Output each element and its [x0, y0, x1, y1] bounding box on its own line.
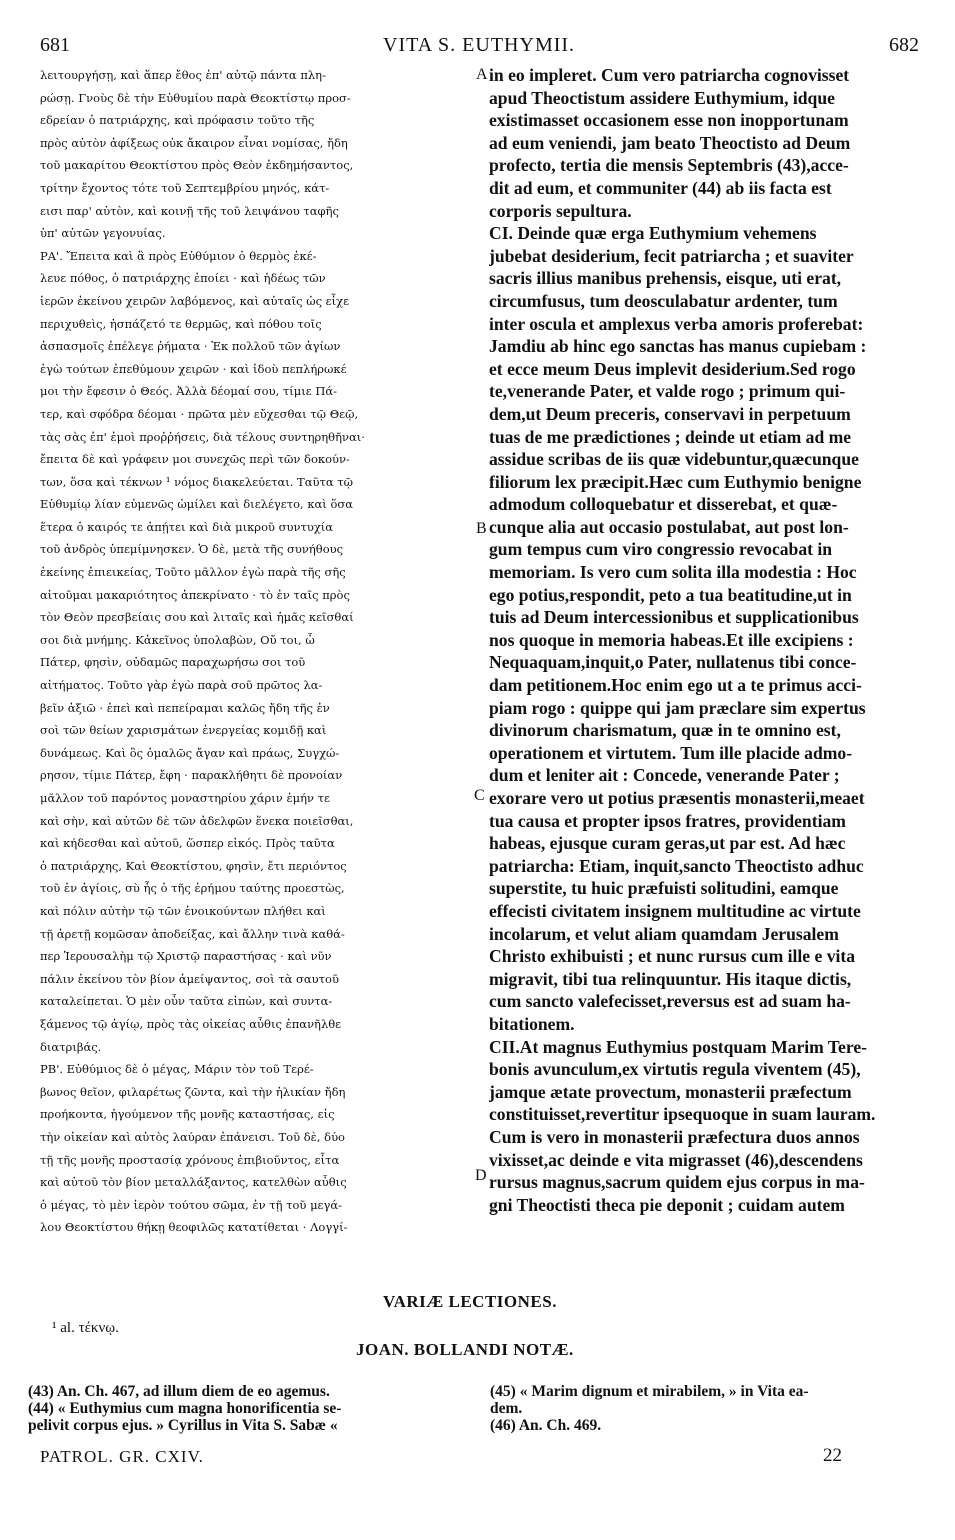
notes-right: [490, 1383, 922, 1434]
greek-text-line: λου Θεοκτίστου θήκῃ θεοφιλῶς κατατίθεται · Λογγί-: [40, 1220, 348, 1235]
greek-text-line: ἐκείνης ἐπιεικείας, Τοῦτο μᾶλλον ἐγὼ παρὰ τῆς σῆς: [40, 565, 346, 580]
latin-text-line: corporis sepultura.: [489, 200, 632, 221]
greek-text-line: ρώσῃ. Γνοὺς δὲ τὴν Εὐθυμίου παρὰ Θεοκτίστῳ προσ-: [40, 90, 351, 105]
greek-text-line: ἀσπασμοῖς ἐπέλεγε ῥήματα · Ἐκ πολλοῦ τῶν ἁγίων: [40, 339, 341, 354]
latin-text-line: constituisset,revertitur ipsequoque in suam lauram.: [489, 1104, 876, 1125]
greek-text-line: τὰς σὰς ἐπ' ἐμοὶ προῤῥήσεις, διὰ τέλους συντηρηθῆναι·: [40, 429, 365, 444]
greek-text-line: λειτουργήσῃ, καὶ ἅπερ ἔθος ἐπ' αὐτῷ πάντα πλη-: [40, 68, 326, 82]
latin-text-line: tua causa et propter ipsos fratres, providentiam: [489, 810, 846, 831]
latin-text-line: assidue scribas de iis quæ videbuntur,quæcunque: [489, 449, 859, 470]
greek-text-line: περ Ἱερουσαλὴμ τῷ Χριστῷ παραστήσας · καὶ νῦν: [40, 949, 332, 964]
latin-text-line: memoriam. Is vero cum solita illa modestia : Hoc: [489, 562, 857, 583]
latin-text-line: te,venerande Pater, et valde rogo ; primum qui-: [489, 381, 846, 402]
latin-text-line: circumfusus, tum deosculabatur ardenter, tum: [489, 290, 838, 311]
greek-text-line: ὑπ' αὐτῶν γεγονυίας.: [40, 226, 166, 241]
latin-text-line: CI. Deinde quæ erga Euthymium vehemens: [489, 223, 817, 244]
greek-text-line: μοι τὴν ἔφεσιν ὁ Θεός. Ἀλλὰ δέομαί σου, τίμιε Πά-: [40, 384, 338, 399]
latin-text-line: superstite, tu huic præfuisti solitudini, eamque: [489, 878, 839, 899]
greek-text-line: ὁ πατριάρχης, Καὶ Θεοκτίστου, φησὶν, ἔτι περιόντος: [40, 858, 347, 873]
greek-text-line: τὸν Θεὸν πρεσβείαις σου καὶ λιταῖς καὶ ἡμᾶς κεῖσθαί: [40, 610, 354, 625]
greek-text-line: προήκοντα, ἡγούμενον τῆς μονῆς καταστήσας, εἰς: [40, 1107, 335, 1122]
latin-text-line: jamque ætate provectum, monasterii præfectum: [489, 1081, 852, 1102]
margin-marker-b: B: [476, 520, 487, 537]
latin-text-line: in eo impleret. Cum vero patriarcha cognovisset: [489, 65, 850, 85]
note-line: pelivit corpus ejus. » Cyrillus in Vita S. Sabæ «: [28, 1417, 338, 1434]
greek-text-line: των, ὅσα καὶ τέκνων ¹ νόμος διακελεύεται. Ταῦτα τῷ: [40, 474, 353, 489]
greek-text-line: ΡΑ'. Ἔπειτα καὶ ἃ πρὸς Εὐθύμιον ὁ θερμὸς ἐκέ-: [40, 248, 317, 263]
greek-text-line: ΡΒ'. Εὐθύμιος δὲ ὁ μέγας, Μάριν τὸν τοῦ Τερέ-: [40, 1062, 314, 1077]
latin-text-line: nos quoque in memoria habeas.Et ille excipiens :: [489, 629, 854, 650]
greek-text-line: καὶ πόλιν αὐτὴν τῷ τῶν ἐνοικούντων πλήθει καὶ: [40, 903, 326, 918]
latin-text-line: exorare vero ut potius præsentis monasterii,meaet: [489, 788, 865, 808]
latin-text-line: Nequaquam,inquit,o Pater, nullatenus tibi conce-: [489, 652, 857, 673]
greek-text-line: σοὶ τῶν θείων χαρισμάτων ἐνεργείας κομιδῇ καὶ: [40, 723, 327, 738]
latin-text-line: apud Theoctistum assidere Euthymium, idque: [489, 87, 835, 108]
latin-text-line: incolarum, et velut aliam quamdam Jerusalem: [489, 923, 839, 944]
page-number-right: 682: [889, 34, 919, 56]
latin-text-line: jubebat desiderium, fecit patriarcha ; et suaviter: [489, 245, 854, 266]
greek-text-line: ξάμενος τῷ ἁγίῳ, πρὸς τὰς οἰκείας αὖθις ἐπανῆλθε: [40, 1016, 342, 1031]
latin-text-line: Christo exhibuisti ; et nunc rursus cum ille e vita: [489, 946, 856, 967]
greek-text-line: καὶ κήδεσθαι καὶ αὐτοῦ, ὥσπερ εἰκός. Πρὸς ταῦτα: [40, 836, 335, 851]
greek-text-line: εδρείαν ὁ πατριάρχης, καὶ πρόφασιν τοῦτο τῆς: [40, 113, 315, 128]
latin-text-line: patriarcha: Etiam, inquit,sancto Theoctisto adhuc: [489, 855, 864, 876]
latin-text-line: cum sancto valefecisset,reversus est ad suam ha-: [489, 991, 851, 1012]
latin-text-line: migravit, tibi tua relinquuntur. His itaque dictis,: [489, 968, 852, 989]
greek-text-line: σοι διὰ μνήμης. Κἀκεῖνος ὑπολαβὼν, Οὔ τοι, ὦ: [40, 632, 315, 647]
greek-text-line: αἰτήματος. Τοῦτο γὰρ ἐγὼ παρὰ σοῦ πρῶτος λα-: [40, 678, 323, 693]
note-line: dem.: [490, 1400, 523, 1417]
latin-text-line: et ecce meum Deus implevit desiderium.Sed rogo: [489, 358, 856, 379]
note-line: (45) « Marim dignum et mirabilem, » in Vita ea-: [490, 1383, 809, 1400]
greek-text-line: λευε πόθος, ὁ πατριάρχης ἐποίει · καὶ ἡδέως τῶν: [40, 271, 326, 286]
greek-text-line: τὴν οἰκείαν καὶ αὐτὸς λαύραν ἐπάνεισι. Τοῦ δὲ, δύο: [40, 1129, 345, 1144]
latin-text-line: profecto, tertia die mensis Septembris (43),acce-: [489, 155, 849, 176]
signature-mark: 22: [823, 1445, 842, 1466]
greek-text-line: πρὸς αὐτὸν ἀφίξεως οὐκ ἄκαιρον εἶναι νομίσας, ἤδη: [40, 135, 348, 150]
greek-text-line: πάλιν ἐκείνου τὸν βίον ἀμείψαντος, σοὶ τὰ σαυτοῦ: [40, 971, 339, 986]
greek-text-line: περιχυθεὶς, ἠσπάζετό τε θερμῶς, καὶ πόθου τοῖς: [40, 316, 322, 331]
greek-text-line: διατριβάς.: [40, 1039, 102, 1054]
greek-column: [40, 64, 475, 1239]
latin-text-line: cunque alia aut occasio postulabat, aut post lon-: [489, 516, 849, 537]
margin-marker-c: C: [474, 787, 485, 804]
margin-marker-a: A: [476, 66, 488, 83]
latin-text-line: tuas de me prædictiones ; deinde ut etiam ad me: [489, 426, 852, 447]
greek-text-line: αἰτοῦμαι μακαριότητος ἀπεκρίνατο · τὸ ἐν ταῖς πρὸς: [40, 587, 350, 602]
greek-text-line: ρησον, τίμιε Πάτερ, ἔφη · παρακλήθητι δὲ προνοίαν: [40, 768, 343, 783]
notes-left: [28, 1383, 478, 1434]
latin-text-line: Jamdiu ab hinc ego sanctas has manus cupiebam :: [489, 336, 867, 357]
latin-text-line: vixisset,ac deinde e vita migrasset (46),descendens: [489, 1149, 863, 1170]
latin-text-line: gni Theoctisti theca pie deponit ; cuidam autem: [489, 1194, 845, 1215]
greek-text-line: καταλείπεται. Ὁ μὲν οὖν ταῦτα εἰπὼν, καὶ συντα-: [40, 994, 333, 1009]
greek-text-line: βεῖν ἀξιῶ · ἐπεὶ καὶ πεπείραμαι καλῶς ἤδη τῆς ἐν: [40, 700, 330, 715]
margin-marker-d: D: [475, 1167, 487, 1184]
latin-text-line: CII.At magnus Euthymius postquam Marim Tere-: [489, 1036, 867, 1057]
latin-text-line: gum tempus cum viro congressio revocabat in: [489, 539, 833, 560]
greek-text-line: τῇ τῆς μονῆς προστασίᾳ χρόνους ἐπιβιοῦντος, εἶτα: [40, 1152, 340, 1167]
greek-text-line: καὶ σὴν, καὶ αὐτῶν δὲ τῶν ἀδελφῶν ἕνεκα ποιεῖσθαι,: [40, 813, 354, 828]
latin-text-line: tuis ad Deum intercessionibus et supplicationibus: [489, 607, 859, 628]
greek-text-line: ἔπειτα δὲ καὶ γράφειν μοι συνεχῶς περὶ τῶν δοκούν-: [40, 452, 350, 467]
latin-text-line: bitationem.: [489, 1013, 575, 1034]
section-heading-variae: VARIÆ LECTIONES.: [383, 1292, 557, 1311]
footnote: ¹ al. τέκνῳ.: [52, 1320, 119, 1336]
latin-text-line: inter oscula et amplexus verba amoris proferebat:: [489, 313, 864, 334]
latin-text-line: admodum colloquebatur et disserebat, et quæ-: [489, 494, 838, 515]
greek-text-line: τοῦ ἐν ἁγίοις, σὺ ἧς ὁ τῆς ἐρήμου ταύτης προεστὼς,: [40, 881, 345, 896]
latin-text-line: operationem et virtutem. Tum ille placide admo-: [489, 742, 853, 763]
greek-text-line: εισι παρ' αὐτὸν, καὶ κοινῇ τῆς τοῦ λειψάνου ταφῆς: [40, 203, 339, 218]
greek-text-line: μᾶλλον τοῦ παρόντος μοναστηρίου χάριν ἐμήν τε: [40, 791, 330, 805]
latin-text-line: existimasset occasionem esse non inopportunam: [489, 110, 849, 131]
latin-text-line: rursus magnus,sacrum quidem ejus corpus in ma-: [489, 1172, 865, 1193]
latin-text-line: bonis avunculum,ex virtutis regula viventem (45),: [489, 1059, 861, 1080]
greek-text-line: ὁ μέγας, τὸ μὲν ἱερὸν τούτου σῶμα, ἐν τῇ τοῦ μεγά-: [40, 1197, 343, 1212]
latin-text-line: filiorum lex præcipit.Hæc cum Euthymio benigne: [489, 471, 862, 492]
patrol-footer: PATROL. GR. CXIV.: [40, 1447, 204, 1466]
latin-text-line: dit ad eum, et communiter (44) ab iis facta est: [489, 177, 832, 198]
greek-text-line: ἱερῶν ἐκείνου χειρῶν λαβόμενος, καὶ αὐταῖς ὡς εἶχε: [40, 293, 350, 308]
running-title: VITA S. EUTHYMII.: [383, 34, 576, 56]
section-heading-notae: JOAN. BOLLANDI NOTÆ.: [356, 1340, 574, 1359]
latin-text-line: dum et leniter ait : Concede, venerande Pater ;: [489, 765, 840, 786]
latin-text-line: piam rogo : quippe qui jam præclare sim expertus: [489, 697, 866, 718]
latin-text-line: sacris illius manibus prehensis, eisque, uti erat,: [489, 268, 842, 289]
greek-text-line: Εὐθυμίῳ λίαν εὐμενῶς ὡμίλει καὶ διελέγετο, καὶ ὅσα: [40, 497, 353, 512]
latin-text-line: habeas, ejusque curam geras,ut par est. Ad hæc: [489, 833, 846, 854]
note-line: (43) An. Ch. 467, ad illum diem de eo agemus.: [28, 1383, 330, 1400]
greek-text-line: καὶ αὐτοῦ τὸν βίον μεταλλάξαντος, κατελθὼν αὖθις: [40, 1175, 347, 1190]
greek-text-line: τερ, καὶ σφόδρα δέομαι · πρῶτα μὲν εὔχεσθαι τῷ Θεῷ,: [40, 406, 359, 421]
latin-text-line: ego potius,respondit, peto a tua beatitudine,ut in: [489, 584, 852, 605]
note-line: (44) « Euthymius cum magna honorificentia se-: [28, 1400, 342, 1417]
latin-text-line: dam petitionem.Hoc enim ego ut a te primus acci-: [489, 675, 862, 696]
greek-text-line: τῇ ἀρετῇ κομῶσαν ἀποδείξας, καὶ ἄλλην τινὰ καθά-: [40, 926, 345, 941]
greek-text-line: ἕτερα ὁ καιρός τε ἀπῄτει καὶ διὰ μικροῦ συντυχία: [40, 519, 334, 534]
greek-text-line: τρίτην ἔχοντος τότε τοῦ Σεπτεμβρίου μηνός, κάτ-: [40, 180, 330, 195]
latin-column: [489, 64, 921, 1216]
note-line: (46) An. Ch. 469.: [490, 1417, 602, 1434]
latin-text-line: divinorum charismatum, quæ in te omnino est,: [489, 720, 841, 741]
latin-text-line: effecisti civitatem insignem multitudine ac virtute: [489, 900, 861, 921]
latin-text-line: Cum is vero in monasterii præfectura duos annos: [489, 1126, 860, 1147]
greek-text-line: ἐγὼ τούτων ἐπεθύμουν χειρῶν · καὶ ἰδοὺ πεπλήρωκέ: [40, 361, 347, 376]
greek-text-line: βωνος θεῖον, φιλαρέτως ζῶντα, καὶ τὴν ἡλικίαν ἤδη: [40, 1084, 346, 1099]
latin-text-line: dem,ut Deum preceris, conservavi in perpetuum: [489, 403, 851, 424]
page-number-left: 681: [40, 34, 70, 56]
greek-text-line: τοῦ μακαρίτου Θεοκτίστου πρὸς Θεὸν ἐκδημήσαντος,: [40, 158, 354, 173]
greek-text-line: Πάτερ, φησὶν, οὐδαμῶς παραχωρήσω σοι τοῦ: [40, 655, 306, 670]
greek-text-line: δυνάμεως. Καὶ ὃς ὁμαλῶς ἄγαν καὶ πράως, Συγχώ-: [40, 745, 340, 760]
latin-text-line: ad eum veniendi, jam beato Theoctisto ad Deum: [489, 132, 851, 153]
greek-text-line: τοῦ ἀνδρὸς ὑπεμίμνησκεν. Ὁ δὲ, μετὰ τῆς συνήθους: [40, 542, 344, 557]
